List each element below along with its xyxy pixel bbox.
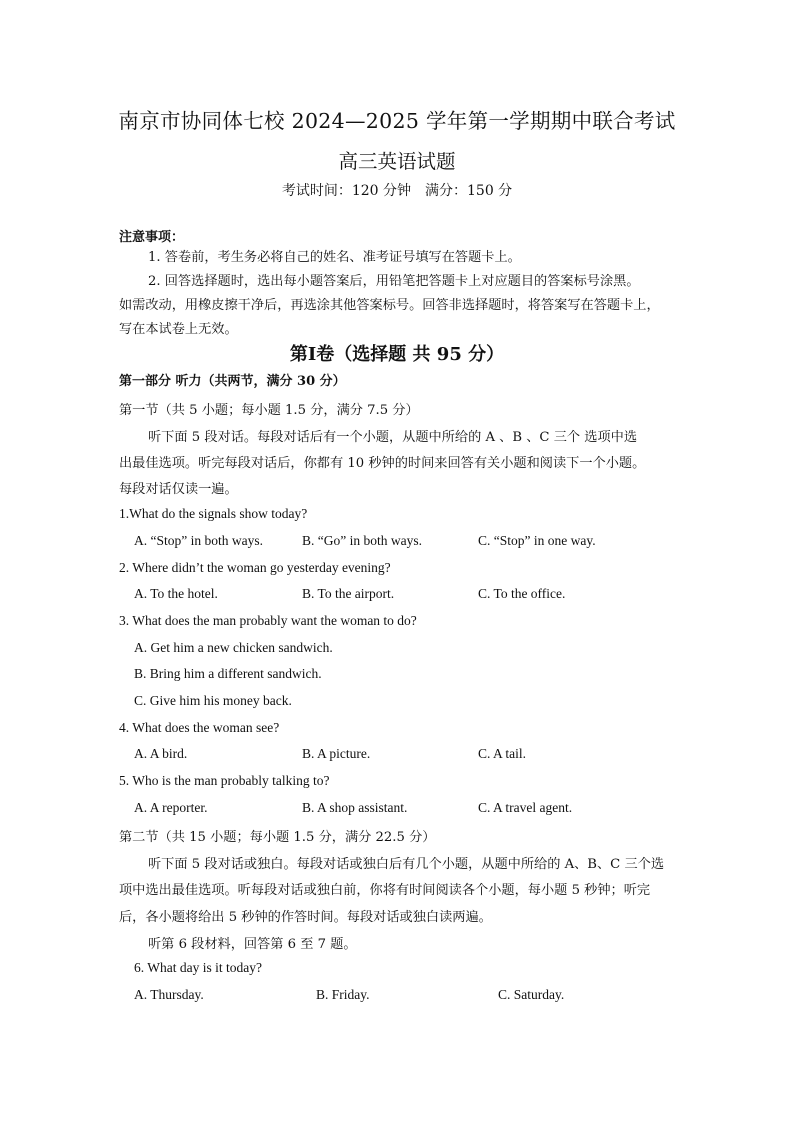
question-1-option-c[interactable]: C. “Stop” in one way. (478, 533, 596, 548)
question-2-option-c[interactable]: C. To the office. (478, 586, 566, 601)
sub-1-line-1: 听下面 5 段对话。每段对话后有一个小题，从题中所给的 A 、B 、C 三个 选项中选 (148, 430, 638, 445)
question-6-option-a[interactable]: A. Thursday. (134, 987, 204, 1002)
sub-2-title: 第二节（共 15 小题；每小题 1.5 分，满分 22.5 分） (119, 830, 436, 845)
question-5-stem: 5. Who is the man probably talking to? (119, 773, 330, 788)
question-2-option-a[interactable]: A. To the hotel. (134, 586, 218, 601)
question-1-option-b[interactable]: B. “Go” in both ways. (302, 533, 422, 548)
sub-2-line-2: 项中选出最佳选项。听每段对话或独白前，你将有时间阅读各个小题，每小题 5 秒钟；听完 (119, 883, 651, 898)
sub-2-line-3: 后，各小题将给出 5 秒钟的作答时间。每段对话或独白读两遍。 (119, 910, 492, 925)
part-1-heading: 第一部分 听力（共两节，满分 30 分） (119, 374, 346, 389)
question-5-option-a[interactable]: A. A reporter. (134, 800, 208, 815)
sub-1-line-3: 每段对话仅读一遍。 (119, 482, 238, 497)
question-2-option-b[interactable]: B. To the airport. (302, 586, 395, 601)
exam-title: 南京市协同体七校 2024—2025 学年第一学期期中联合考试 (118, 109, 676, 133)
question-6-option-c[interactable]: C. Saturday. (498, 987, 565, 1002)
notice-heading: 注意事项： (119, 230, 185, 245)
sub-2-line-1: 听下面 5 段对话或独白。每段对话或独白后有几个小题，从题中所给的 A、B、C 三个选 (148, 857, 665, 872)
notice-item-2-line-3: 写在本试卷上无效。 (119, 322, 238, 337)
question-6-stem: 6. What day is it today? (134, 960, 262, 975)
exam-meta: 考试时间：120 分钟 满分：150 分 (281, 183, 513, 199)
notice-item-2-line-1: 2. 回答选择题时，选出每小题答案后，用铅笔把答题卡上对应题目的答案标号涂黑。 (148, 274, 640, 289)
question-4-stem: 4. What does the woman see? (119, 720, 280, 735)
question-1-option-a[interactable]: A. “Stop” in both ways. (134, 533, 263, 548)
notice-item-1: 1. 答卷前，考生务必将自己的姓名、准考证号填写在答题卡上。 (148, 250, 521, 265)
question-4-option-b[interactable]: B. A picture. (302, 746, 371, 761)
notice-item-2-line-2: 如需改动，用橡皮擦干净后，再选涂其他答案标号。回答非选择题时，将答案写在答题卡上， (119, 298, 660, 313)
question-2-stem: 2. Where didn’t the woman go yesterday evening? (119, 560, 391, 575)
question-3-stem: 3. What does the man probably want the woman to do? (119, 613, 417, 628)
question-3-option-c[interactable]: C. Give him his money back. (134, 693, 292, 708)
question-4-option-c[interactable]: C. A tail. (478, 746, 527, 761)
question-6-option-b[interactable]: B. Friday. (316, 987, 370, 1002)
sub-1-title: 第一节（共 5 小题；每小题 1.5 分，满分 7.5 分） (119, 403, 419, 418)
section-title: 第Ⅰ卷（选择题 共 95 分） (289, 344, 505, 365)
question-5-option-b[interactable]: B. A shop assistant. (302, 800, 408, 815)
question-4-option-a[interactable]: A. A bird. (134, 746, 188, 761)
question-3-option-b[interactable]: B. Bring him a different sandwich. (134, 666, 322, 681)
exam-subtitle: 高三英语试题 (338, 150, 456, 173)
question-1-stem: 1.What do the signals show today? (119, 506, 308, 521)
question-5-option-c[interactable]: C. A travel agent. (478, 800, 573, 815)
question-3-option-a[interactable]: A. Get him a new chicken sandwich. (134, 640, 333, 655)
sub-1-line-2: 出最佳选项。听完每段对话后，你都有 10 秒钟的时间来回答有关小题和阅读下一个小题。 (119, 456, 646, 471)
material-6-instruction: 听第 6 段材料，回答第 6 至 7 题。 (148, 937, 357, 952)
